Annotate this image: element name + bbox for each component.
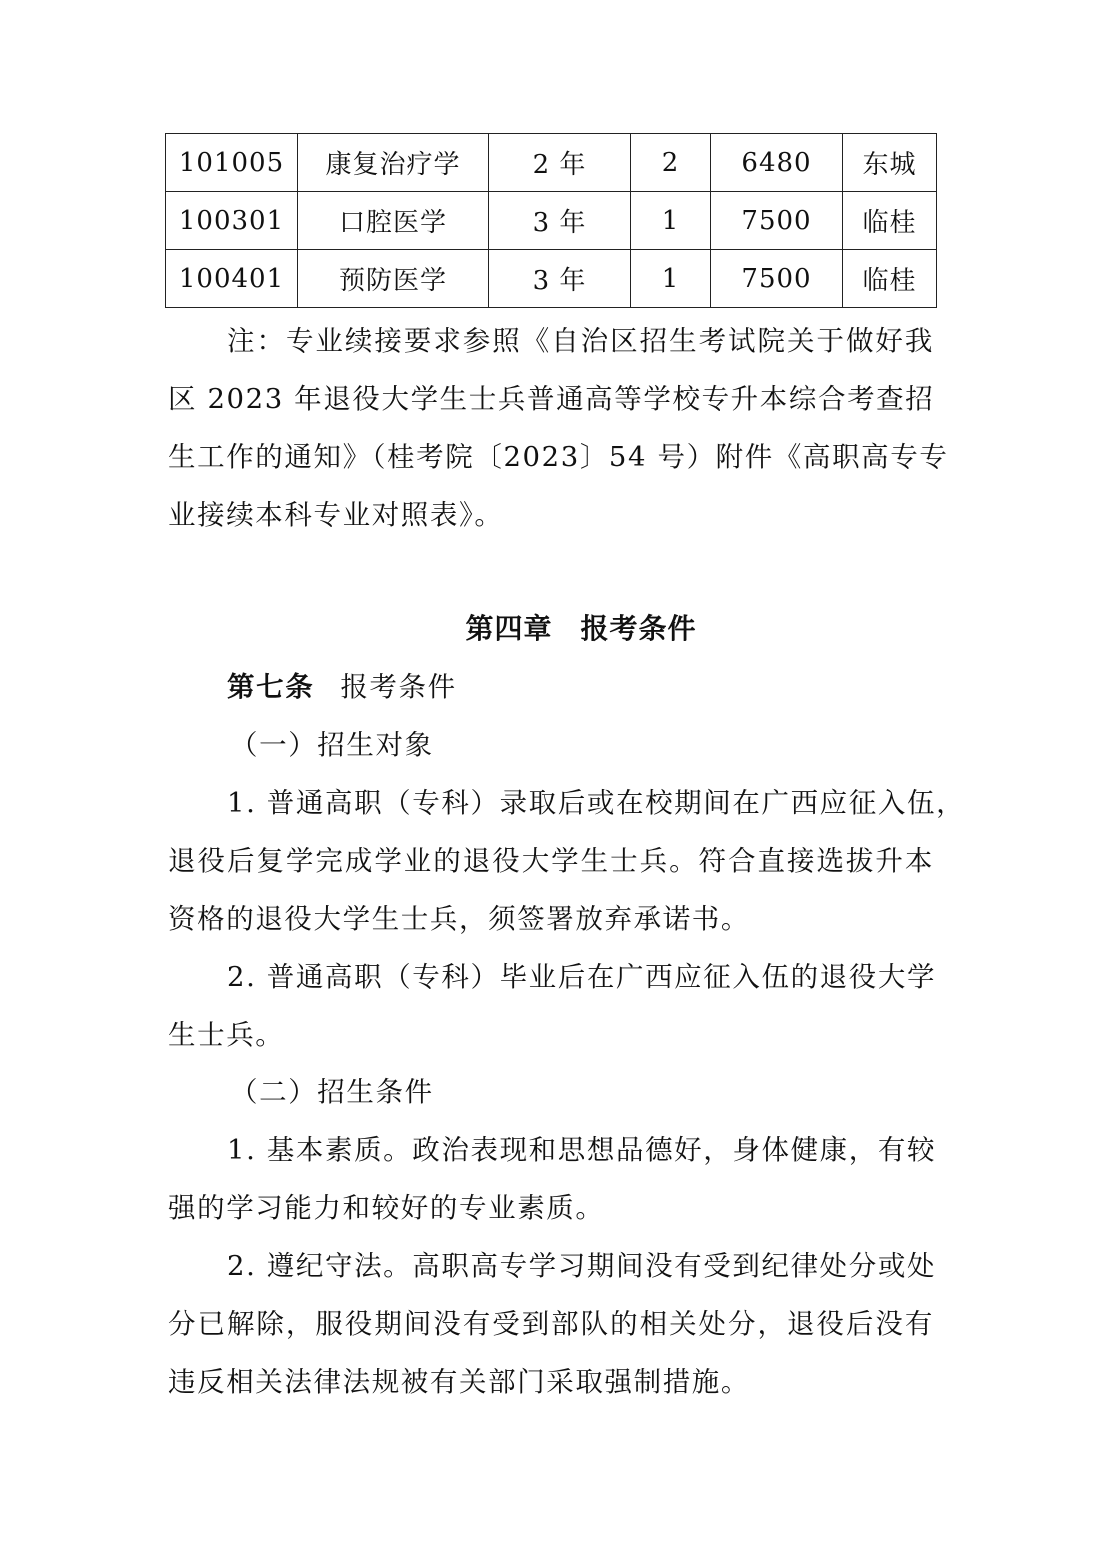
chapter-title: 报考条件 bbox=[580, 612, 697, 645]
table-row bbox=[166, 250, 937, 308]
major-name-cell: 口腔医学 bbox=[298, 192, 489, 250]
chapter-heading bbox=[0, 600, 1102, 658]
fee-cell: 6480 bbox=[711, 134, 843, 192]
quota-cell: 1 bbox=[631, 192, 711, 250]
major-code-cell: 100401 bbox=[166, 250, 298, 308]
major-code-cell: 100301 bbox=[166, 192, 298, 250]
campus-cell: 东城 bbox=[843, 134, 937, 192]
major-name-cell: 预防医学 bbox=[298, 250, 489, 308]
paragraph-line: 1. 普通高职（专科）录取后或在校期间在广西应征入伍， bbox=[227, 787, 966, 819]
duration-cell: 3 年 bbox=[489, 192, 631, 250]
paragraph-line: 2. 普通高职（专科）毕业后在广西应征入伍的退役大学 bbox=[227, 961, 937, 993]
section-heading: （一）招生对象 bbox=[230, 729, 434, 761]
quota-cell: 2 bbox=[631, 134, 711, 192]
major-code-cell: 101005 bbox=[166, 134, 298, 192]
majors-table bbox=[165, 133, 937, 308]
major-name-cell: 康复治疗学 bbox=[298, 134, 489, 192]
article-number: 第七条 bbox=[227, 671, 315, 703]
article-title: 报考条件 bbox=[340, 671, 457, 703]
fee-cell: 7500 bbox=[711, 192, 843, 250]
note-line: 生工作的通知》（桂考院〔2023〕54 号）附件《高职高专专 bbox=[168, 441, 949, 473]
duration-cell: 3 年 bbox=[489, 250, 631, 308]
note-line: 区 2023 年退役大学生士兵普通高等学校专升本综合考查招 bbox=[168, 383, 935, 415]
paragraph-line: 强的学习能力和较好的专业素质。 bbox=[168, 1192, 605, 1224]
table-row bbox=[166, 134, 937, 192]
paragraph-line: 违反相关法律法规被有关部门采取强制措施。 bbox=[168, 1366, 750, 1398]
campus-cell: 临桂 bbox=[843, 192, 937, 250]
article-heading bbox=[227, 658, 934, 716]
note-line: 注：专业续接要求参照《自治区招生考试院关于做好我 bbox=[227, 325, 934, 357]
quota-cell: 1 bbox=[631, 250, 711, 308]
paragraph-line: 分已解除，服役期间没有受到部队的相关处分，退役后没有 bbox=[168, 1308, 934, 1340]
fee-cell: 7500 bbox=[711, 250, 843, 308]
chapter-number: 第四章 bbox=[465, 612, 553, 645]
note-line: 业接续本科专业对照表》。 bbox=[168, 499, 504, 531]
paragraph-line: 2. 遵纪守法。高职高专学习期间没有受到纪律处分或处 bbox=[227, 1250, 937, 1282]
duration-cell: 2 年 bbox=[489, 134, 631, 192]
paragraph-line: 生士兵。 bbox=[168, 1019, 285, 1051]
paragraph-line: 退役后复学完成学业的退役大学生士兵。符合直接选拔升本 bbox=[168, 845, 934, 877]
campus-cell: 临桂 bbox=[843, 250, 937, 308]
paragraph-line: 资格的退役大学生士兵，须签署放弃承诺书。 bbox=[168, 903, 750, 935]
table-row bbox=[166, 192, 937, 250]
section-heading: （二）招生条件 bbox=[230, 1076, 434, 1108]
paragraph-line: 1. 基本素质。政治表现和思想品德好，身体健康，有较 bbox=[227, 1134, 937, 1166]
